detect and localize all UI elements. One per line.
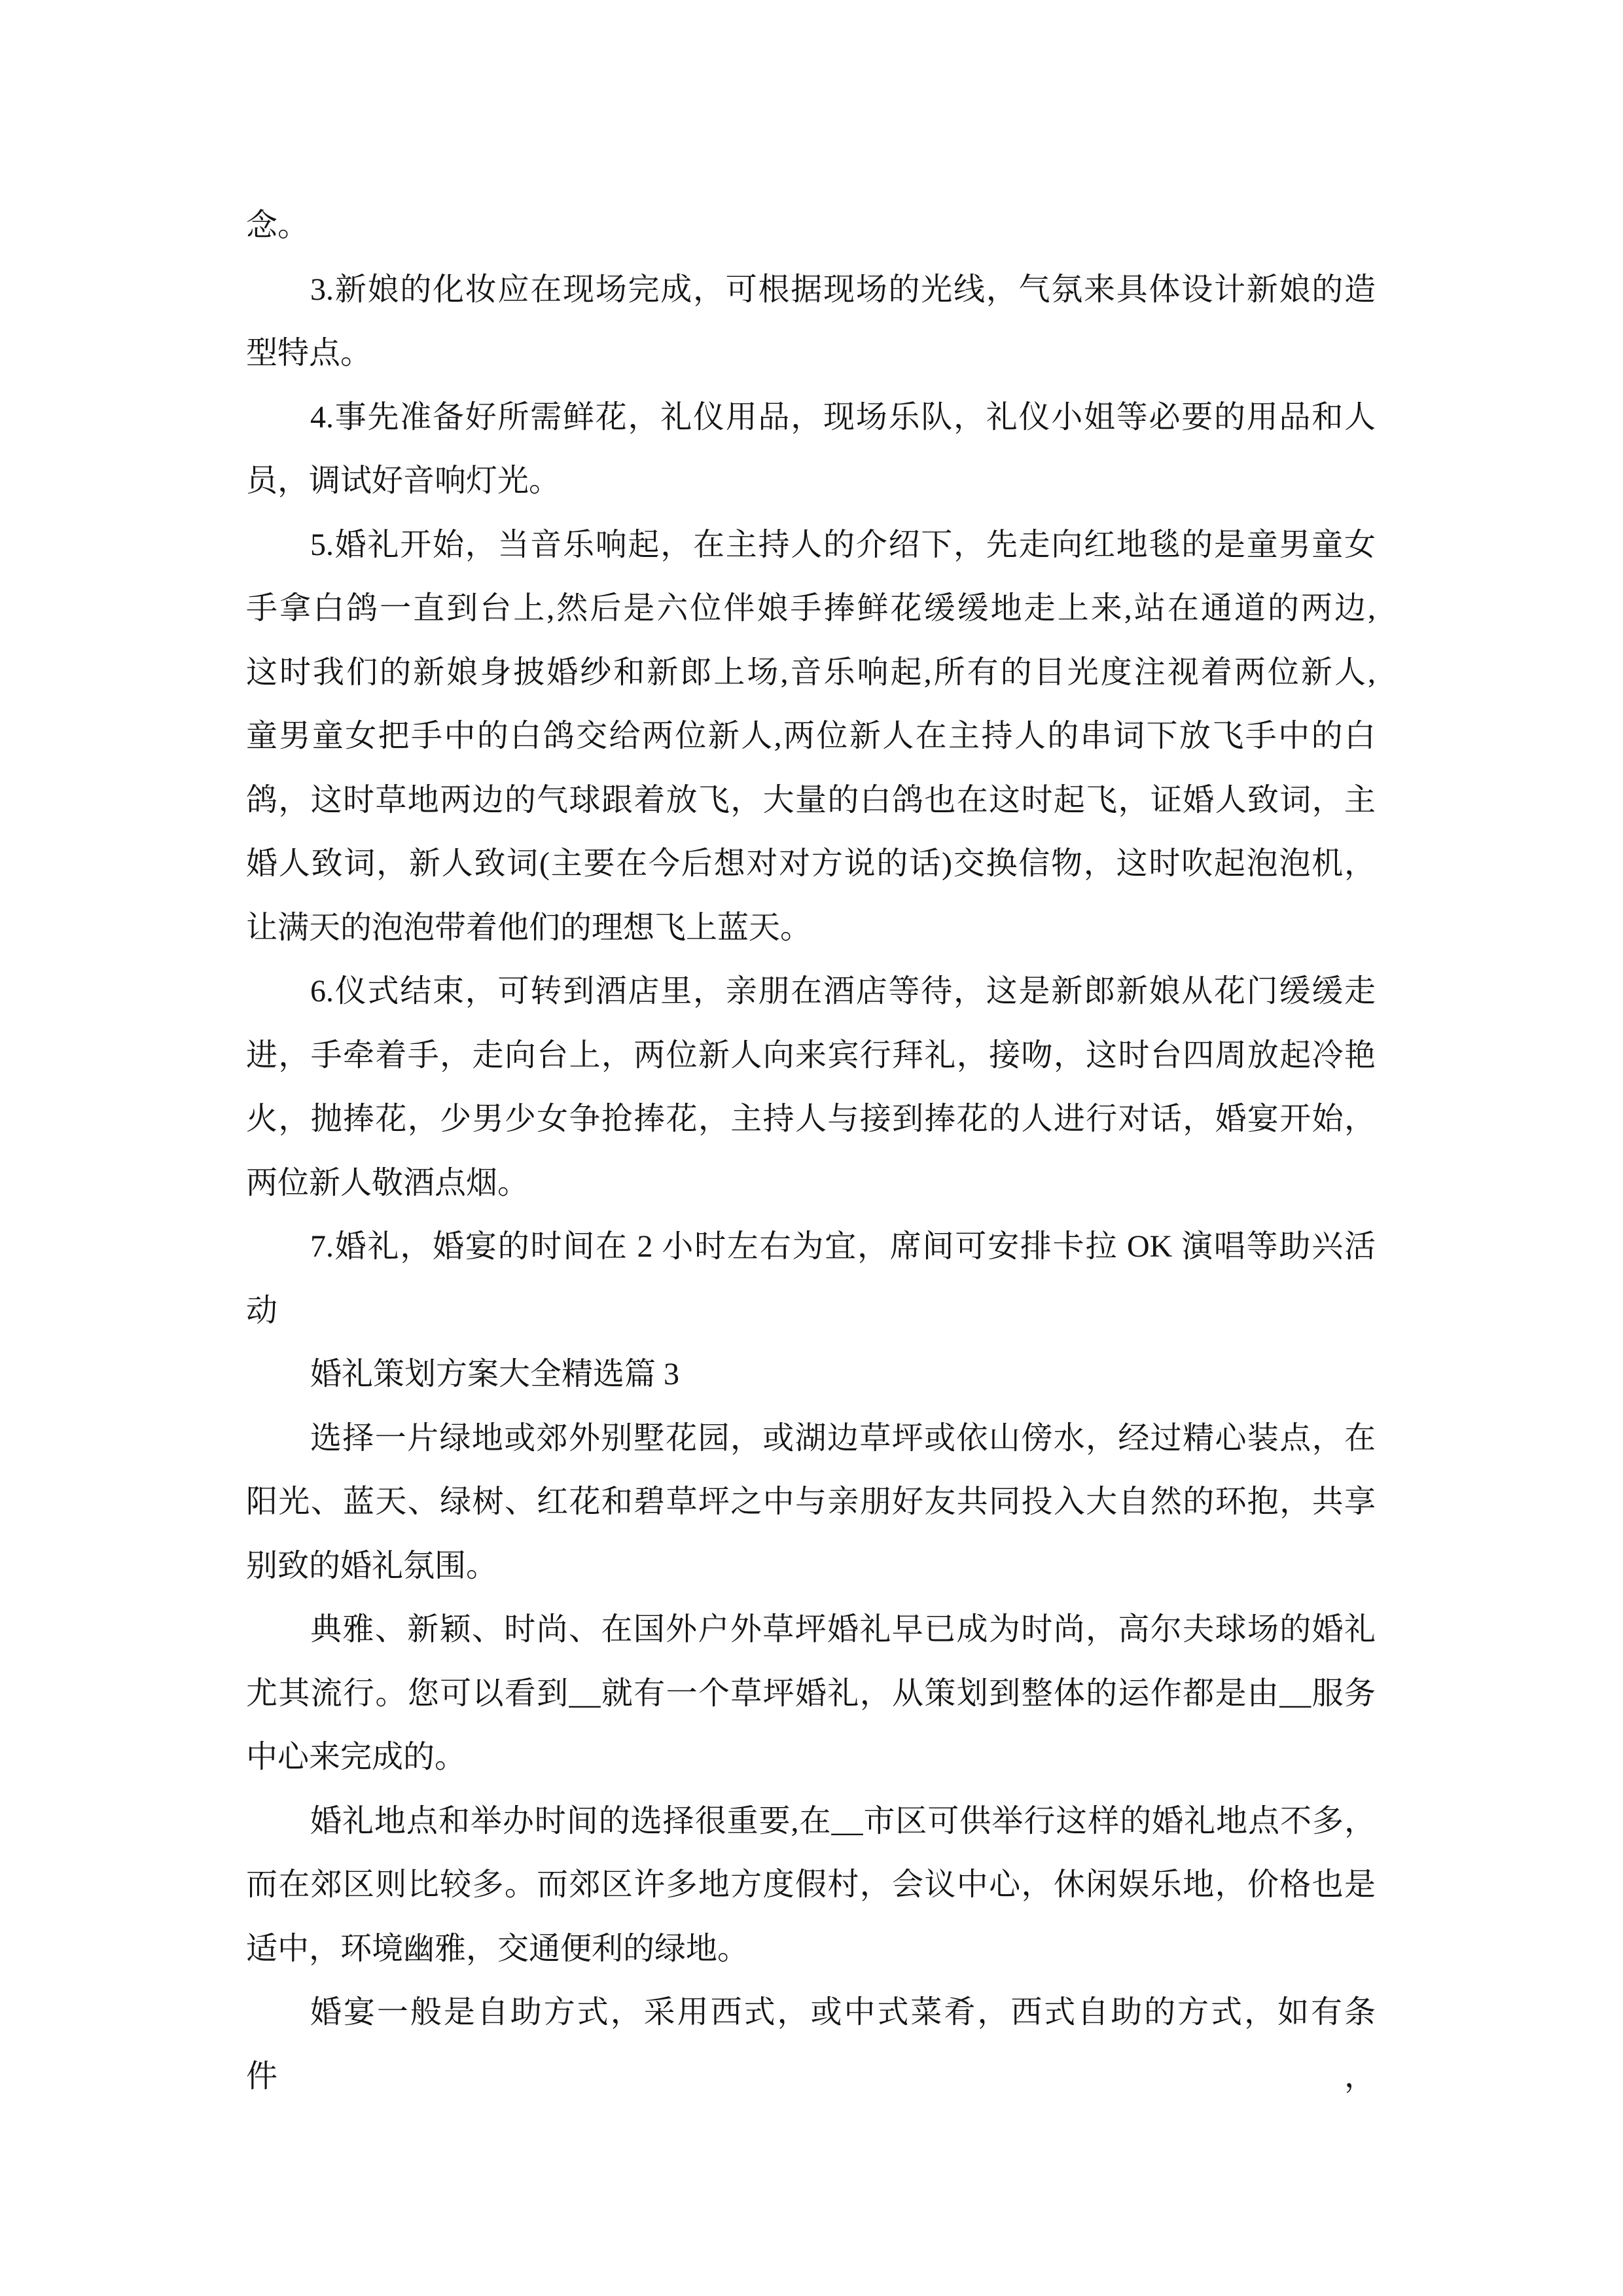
text-line: 典雅、新颖、时尚、在国外户外草坪婚礼早已成为时尚，高尔夫球场的婚礼	[310, 1612, 1376, 1647]
text-line: 进，手牵着手，走向台上，两位新人向来宾行拜礼，接吻，这时台四周放起冷艳	[246, 1037, 1376, 1073]
document-body	[246, 194, 1376, 2094]
text-line: 适中，环境幽雅，交通便利的绿地。	[246, 1931, 749, 1966]
text-line: 3.新娘的化妆应在现场完成，可根据现场的光线，气氛来具体设计新娘的造	[310, 272, 1376, 307]
text-line: 念。	[246, 208, 310, 243]
text-line: 尤其流行。您可以看到__就有一个草坪婚礼，从策划到整体的运作都是由__服务	[246, 1676, 1376, 1711]
text-line: 员，调试好音响灯光。	[246, 463, 561, 498]
text-line: 动	[246, 1293, 278, 1328]
text-line: 这时我们的新娘身披婚纱和新郎上场,音乐响起,所有的目光度注视着两位新人,	[246, 655, 1376, 690]
text-line: 两位新人敬酒点烟。	[246, 1165, 529, 1200]
text-line: 4.事先准备好所需鲜花，礼仪用品，现场乐队，礼仪小姐等必要的用品和人	[310, 399, 1376, 435]
text-line: 童男童女把手中的白鸽交给两位新人,两位新人在主持人的串词下放飞手中的白	[246, 719, 1376, 753]
text-line: 而在郊区则比较多。而郊区许多地方度假村，会议中心，休闲娱乐地，价格也是	[246, 1867, 1376, 1902]
text-line: 鸽，这时草地两边的气球跟着放飞，大量的白鸽也在这时起飞，证婚人致词，主	[246, 782, 1376, 817]
text-line: 中心来完成的。	[246, 1740, 467, 1774]
text-line: 别致的婚礼氛围。	[246, 1548, 498, 1583]
text-line: 婚礼地点和举办时间的选择很重要,在__市区可供举行这样的婚礼地点不多，	[310, 1803, 1376, 1839]
text-line: 5.婚礼开始，当音乐响起，在主持人的介绍下，先走向红地毯的是童男童女	[310, 527, 1376, 562]
text-line: 婚人致词，新人致词(主要在今后想对对方说的话)交换信物，这时吹起泡泡机，	[246, 846, 1376, 881]
text-line: 选择一片绿地或郊外别墅花园，或湖边草坪或依山傍水，经过精心装点，在	[310, 1420, 1376, 1456]
text-line: 婚宴一般是自助方式，采用西式，或中式菜肴，西式自助的方式，如有条件，	[246, 1995, 1376, 2094]
text-line: 6.仪式结束，可转到酒店里，亲朋在酒店等待，这是新郎新娘从花门缓缓走	[310, 974, 1376, 1009]
text-line: 型特点。	[246, 336, 372, 370]
text-line: 婚礼策划方案大全精选篇 3	[310, 1357, 680, 1391]
text-line: 手拿白鸽一直到台上,然后是六位伴娘手捧鲜花缓缓地走上来,站在通道的两边,	[246, 591, 1376, 626]
text-line: 火，抛捧花，少男少女争抢捧花，主持人与接到捧花的人进行对话，婚宴开始，	[246, 1102, 1376, 1136]
text-line: 阳光、蓝天、绿树、红花和碧草坪之中与亲朋好友共同投入大自然的环抱，共享	[246, 1484, 1376, 1519]
text-line: 让满天的泡泡带着他们的理想飞上蓝天。	[246, 910, 812, 945]
text-line: 7.婚礼，婚宴的时间在 2 小时左右为宜，席间可安排卡拉 OK 演唱等助兴活	[310, 1229, 1376, 1264]
